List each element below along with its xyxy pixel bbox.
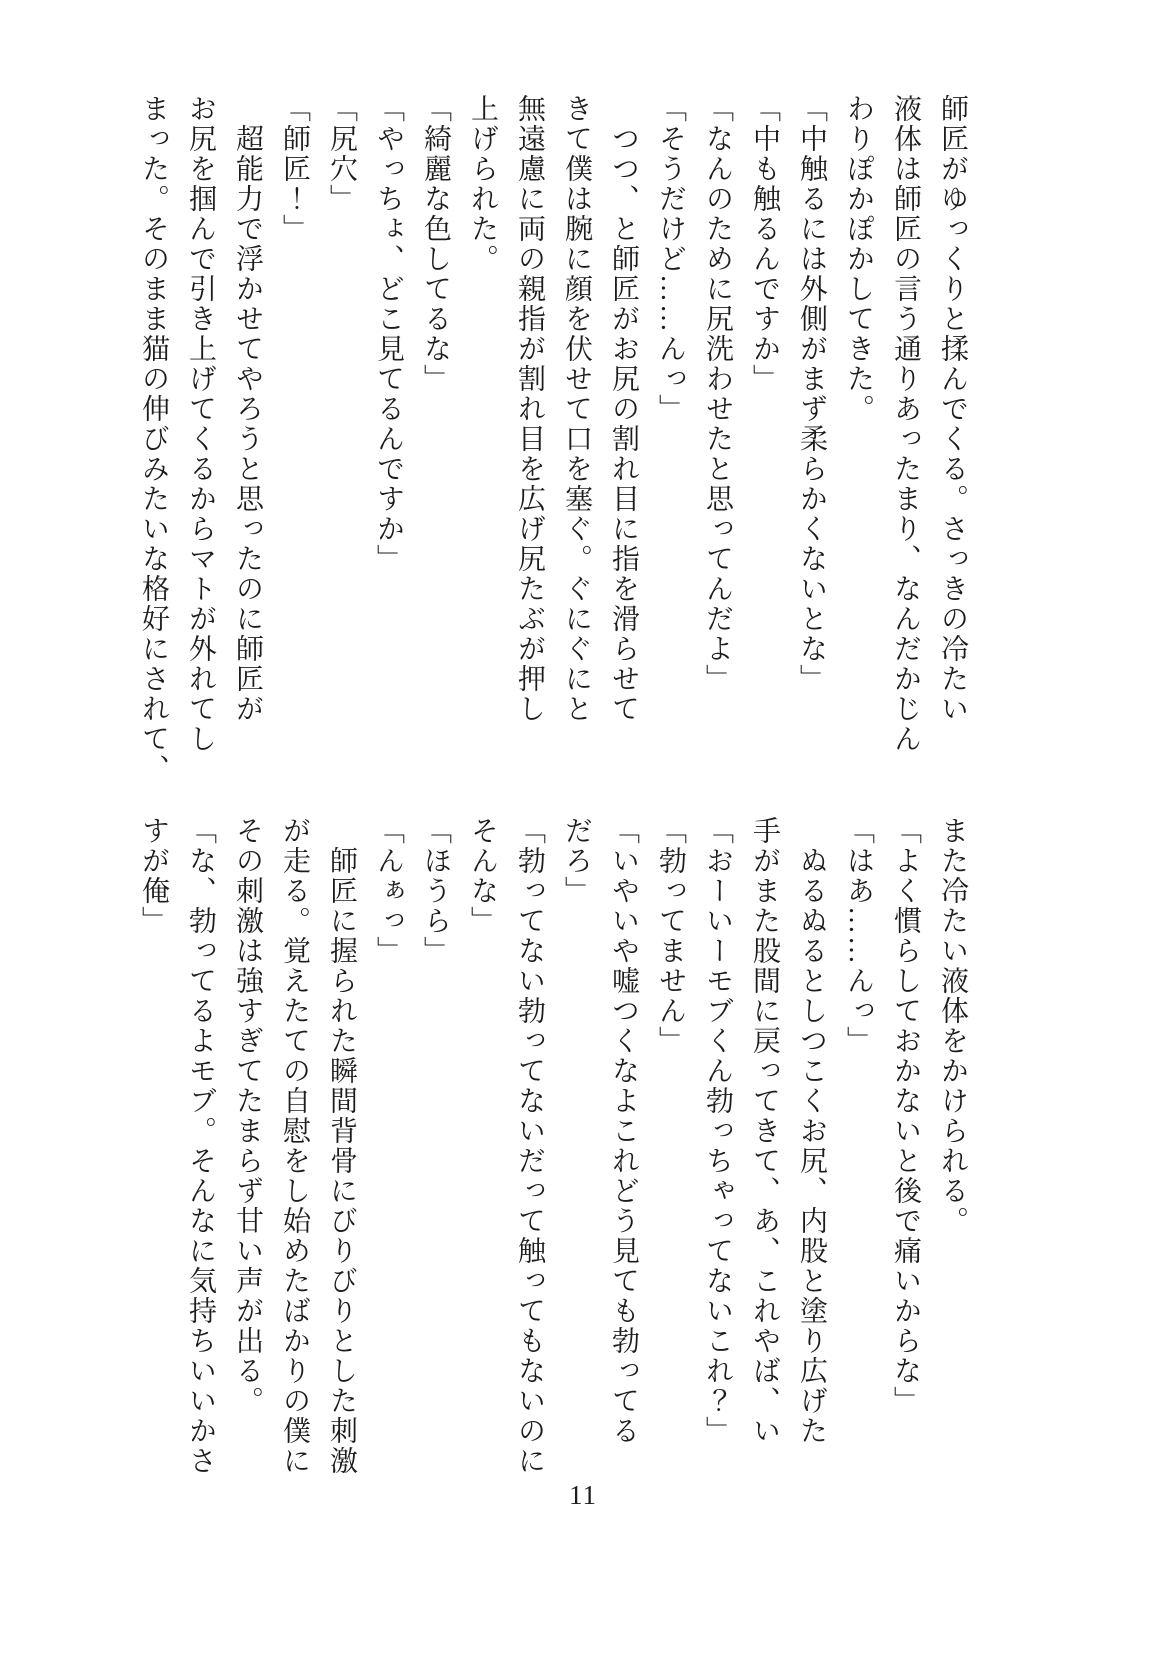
text-line: つつ、と師匠がお尻の割れ目に指を滑らせて (608, 124, 639, 724)
text-line: 「おーいーモブくん勃っちゃってないこれ？」 (702, 816, 733, 1446)
text-line: 「尻穴」 (326, 94, 357, 214)
text-line: 「いやいや嘘つくなよこれどう見ても勃ってる (608, 816, 639, 1446)
text-line: 上げられた。 (467, 94, 498, 274)
text-line: 「な、勃ってるよモブ。そんなに気持ちいいかさ (185, 816, 216, 1476)
text-line: すが俺」 (138, 816, 169, 936)
text-line: が走る。覚えたての自慰をし始めたばかりの僕に (279, 816, 310, 1476)
text-line: 「そうだけど……んっ」 (655, 94, 686, 424)
text-line: 「んぁっ」 (373, 816, 404, 966)
text-line: だろ」 (561, 816, 592, 906)
text-line: 「綺麗な色してるな」 (420, 94, 451, 394)
text-line: 「師匠！」 (279, 94, 310, 244)
text-line: 無遠慮に両の親指が割れ目を広げ尻たぶが押し (514, 94, 545, 724)
text-line: 「中も触るんですか」 (749, 94, 780, 394)
page-number: 11 (569, 1480, 597, 1510)
text-line: 「はあ……んっ」 (843, 816, 874, 1056)
text-line: 「勃ってません」 (655, 816, 686, 1056)
text-line: 手がまた股間に戻ってきて、あ、これやば、い (749, 816, 780, 1446)
text-line: きて僕は腕に顔を伏せて口を塞ぐ。ぐにぐにと (561, 94, 592, 724)
text-line: 液体は師匠の言う通りあったまり、なんだかじん (890, 94, 921, 754)
lower-text-block (130, 816, 976, 1486)
text-line: わりぽかぽかしてきた。 (843, 94, 874, 424)
text-line: 超能力で浮かせてやろうと思ったのに師匠が (232, 124, 263, 724)
text-line: ぬるぬるとしつこくお尻、内股と塗り広げた (796, 846, 827, 1446)
text-line: 「中触るには外側がまず柔らかくないとな」 (796, 94, 827, 694)
text-line: その刺激は強すぎてたまらず甘い声が出る。 (232, 816, 263, 1416)
text-line: 「よく慣らしておかないと後で痛いからな」 (890, 816, 921, 1416)
text-line: まった。そのまま猫の伸びみたいな格好にされて、 (138, 94, 169, 784)
text-line: 師匠に握られた瞬間背骨にびりびりとした刺激 (326, 846, 357, 1476)
text-line: また冷たい液体をかけられる。 (937, 816, 968, 1236)
text-line: そんな」 (467, 816, 498, 936)
text-line: 師匠がゆっくりと揉んでくる。さっきの冷たい (937, 94, 968, 724)
text-line: 「やっちょ、どこ見てるんですか」 (373, 94, 404, 574)
text-line: お尻を掴んで引き上げてくるからマトが外れてし (185, 94, 216, 754)
upper-text-block (130, 94, 976, 794)
text-line: 「ほうら」 (420, 816, 451, 966)
text-line: 「勃ってない勃ってないだって触ってもないのに (514, 816, 545, 1476)
text-line: 「なんのために尻洗わせたと思ってんだよ」 (702, 94, 733, 694)
